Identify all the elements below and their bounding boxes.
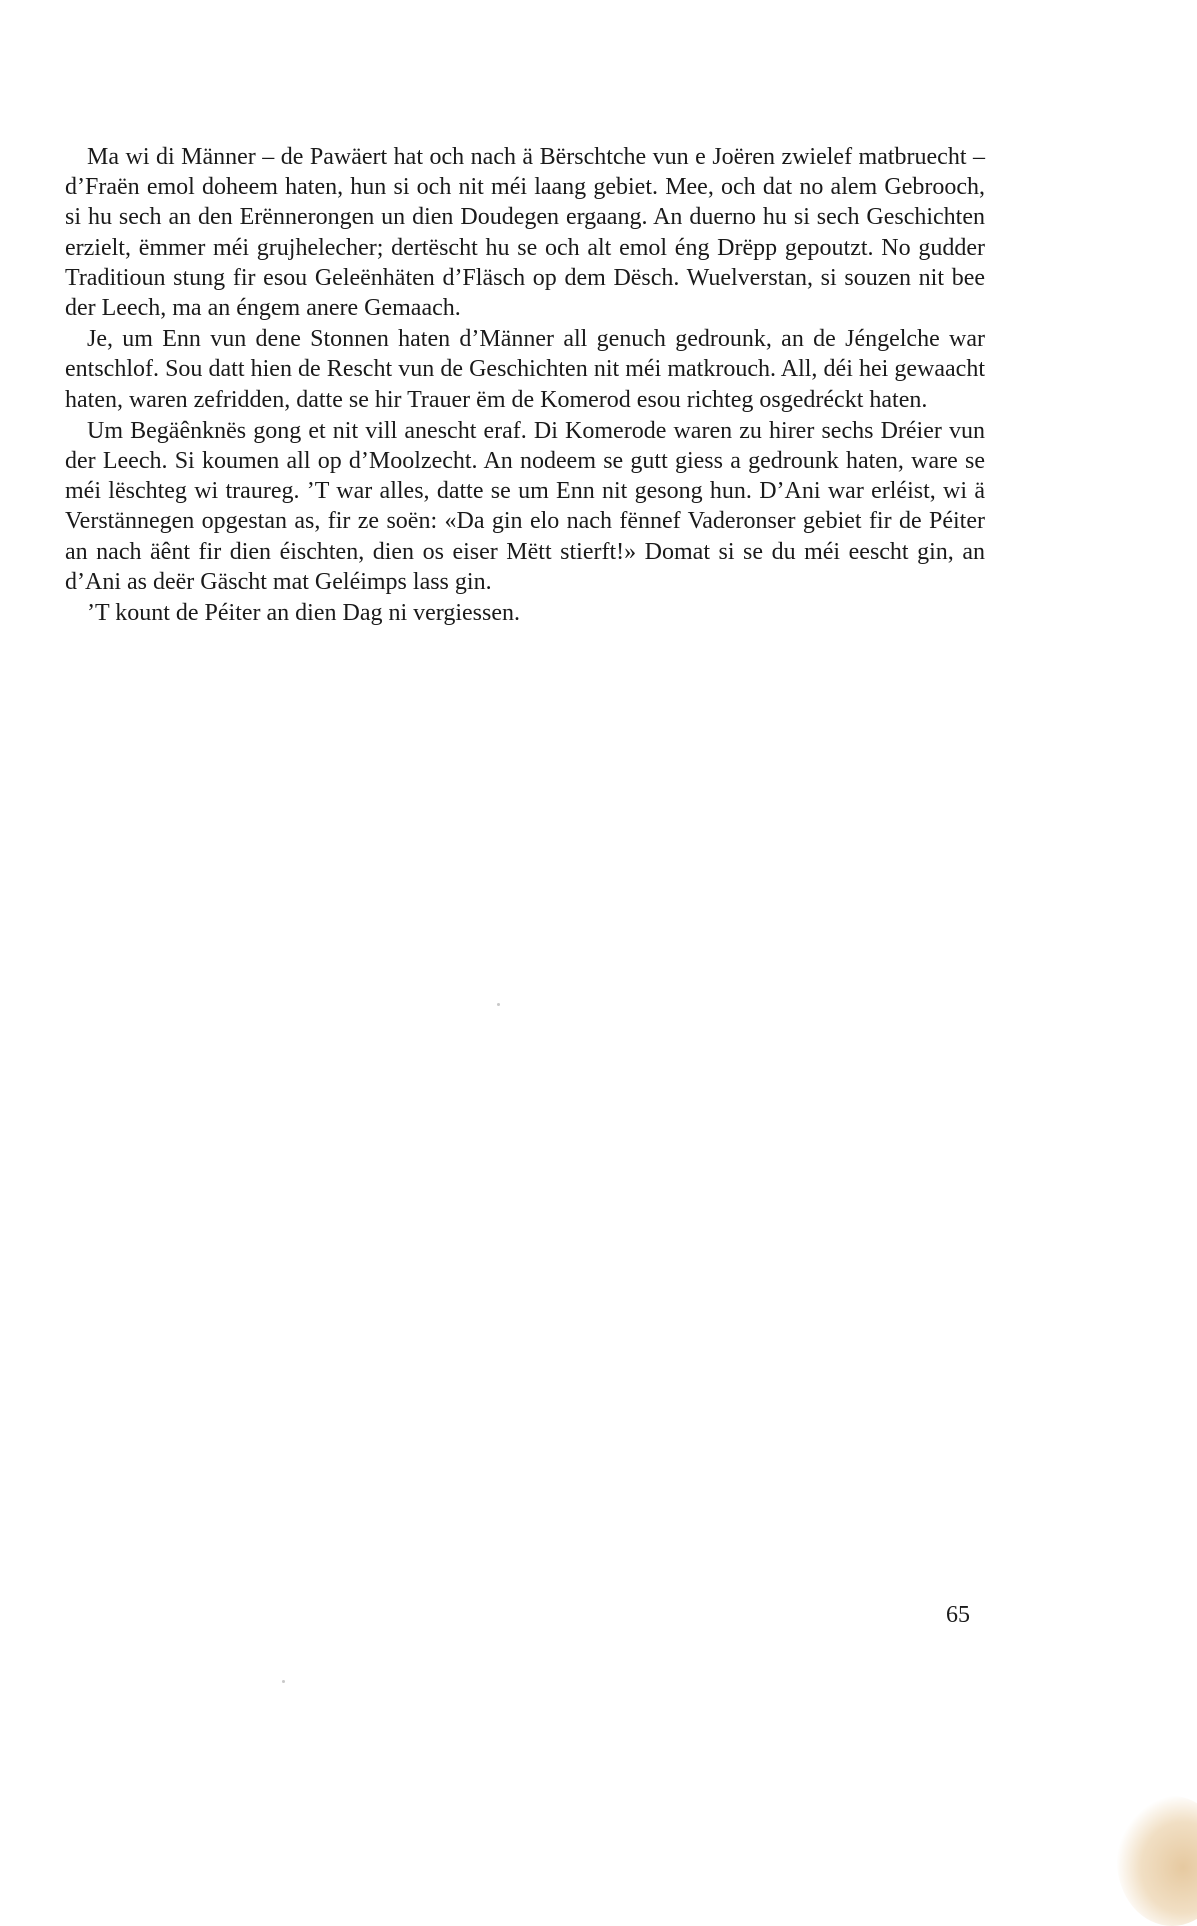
page-corner-shadow xyxy=(1117,1796,1197,1926)
paragraph-4: ’T kount de Péiter an dien Dag ni vergiessen. xyxy=(87,600,521,627)
paragraph-3: Um Begäênknës gong et nit vill anescht eraf. Di Komerode waren zu hirer sechs Dréier vun der Leech. Si koumen all op d’Moolzecht. An nodeem se gutt giess a gedrounk haten, ware se méi lëschteg wi traureg. ’T war alles, datte se um Enn nit gesong hun. D’Ani war erléist, wi ä Verstännegen opgestan as, fir ze soën: «Da gin elo nach fënnef Vaderonser gebiet fir de Péiter an nach äênt fir dien éischten, dien os eiser Mëtt stierft!» Domat si se du méi eescht gin, an d’Ani as deër Gäscht mat Geléimps lass gin. xyxy=(65,417,985,595)
page-number: 65 xyxy=(946,1602,970,1628)
body-text xyxy=(65,142,985,629)
paper-speck xyxy=(282,1680,285,1683)
paragraph-1: Ma wi di Männer – de Pawäert hat och nach ä Bërschtche vun e Joëren zwielef matbruecht – d’Fraën emol doheem haten, hun si och nit méi laang gebiet. Mee, och dat no alem Gebrooch, si hu sech an den Erënnerongen un dien Doudegen ergaang. An duerno hu si sech Geschichten erzielt, ëmmer méi grujhelecher; dertëscht hu se och alt emol éng Drëpp gepoutzt. No gudder Traditioun stung fir esou Geleënhäten d’Fläsch op dem Dësch. Wuelverstan, si souzen nit bee der Leech, ma an éngem anere Gemaach. xyxy=(65,144,985,322)
paragraph-2: Je, um Enn vun dene Stonnen haten d’Männer all genuch gedrounk, an de Jéngelche war entschlof. Sou datt hien de Rescht vun de Geschichten nit méi matkrouch. All, déi hei gewaacht haten, waren zefridden, datte se hir Trauer ëm de Komerod esou richteg osgedréckt haten. xyxy=(65,326,985,413)
paper-speck xyxy=(497,1003,500,1006)
